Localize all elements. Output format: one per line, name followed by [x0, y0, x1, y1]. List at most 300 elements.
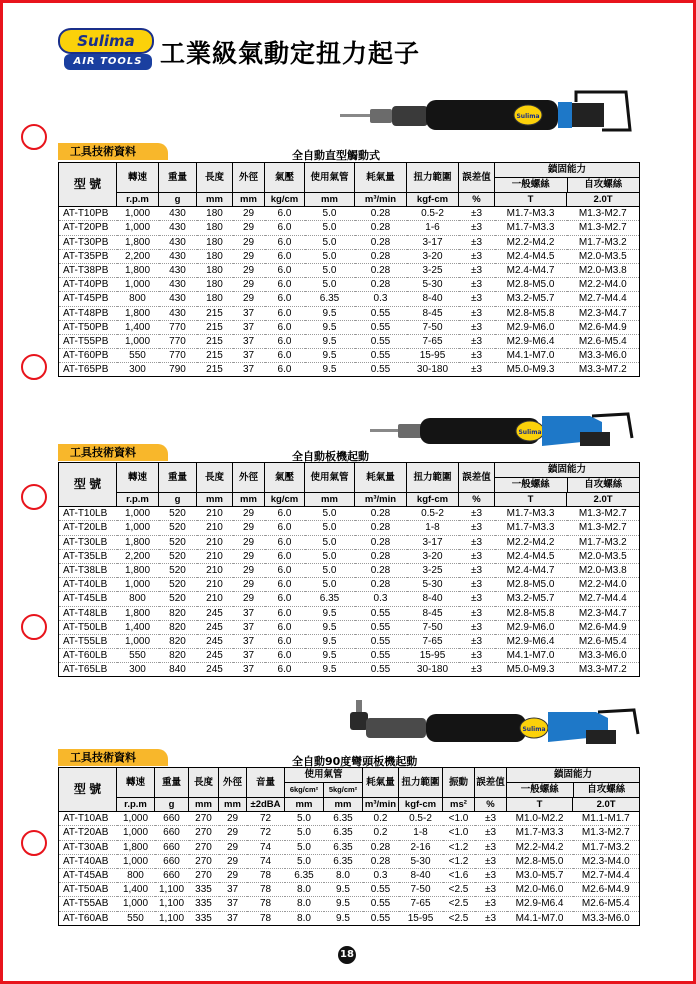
spec-cell: 5.0 — [305, 207, 355, 221]
lock-self: 自攻螺絲 — [587, 784, 626, 795]
spec-cell: 9.5 — [305, 620, 355, 634]
spec-cell: M3.3-M7.2 — [567, 663, 640, 677]
section-subtitle: 全自動90度彎頭板機起動 — [292, 755, 418, 768]
spec-cell: ±3 — [459, 292, 495, 306]
spec-cell: 770 — [159, 334, 197, 348]
spec-cell: 15-95 — [407, 649, 459, 663]
spec-cell: 6.0 — [265, 249, 305, 263]
table-row — [59, 535, 640, 549]
unit: kgf-cm — [399, 798, 443, 812]
spec-cell: ±3 — [459, 663, 495, 677]
spec-cell: 1,400 — [117, 883, 155, 897]
unit: r.p.m — [117, 193, 159, 207]
unit: r.p.m — [117, 798, 155, 812]
spec-cell: M2.6-M5.4 — [567, 634, 640, 648]
spec-cell: 74 — [247, 840, 285, 854]
spec-cell: 1,000 — [117, 521, 159, 535]
spec-cell: 6.0 — [265, 207, 305, 221]
spec-cell: ±3 — [459, 578, 495, 592]
model-cell: AT-T50AB — [59, 883, 117, 897]
table-row — [59, 207, 640, 221]
spec-cell: 72 — [247, 812, 285, 826]
model-cell: AT-T38LB — [59, 563, 117, 577]
unit: mm — [305, 493, 355, 507]
spec-cell: 0.28 — [363, 840, 399, 854]
col-air: 耗氣量 — [363, 768, 399, 798]
spec-cell: 210 — [197, 578, 233, 592]
spec-cell: 37 — [233, 620, 265, 634]
spec-cell: 1,000 — [117, 634, 159, 648]
spec-cell: 29 — [233, 535, 265, 549]
spec-cell: M1.7-M3.3 — [495, 221, 567, 235]
model-cell: AT-T45PB — [59, 292, 117, 306]
spec-cell: M1.7-M3.3 — [507, 826, 573, 840]
model-cell: AT-T38PB — [59, 263, 117, 277]
col-lock — [495, 163, 640, 193]
spec-cell: 0.55 — [355, 334, 407, 348]
spec-cell: M4.1-M7.0 — [507, 911, 573, 925]
spec-cell: ±3 — [475, 897, 507, 911]
unit: r.p.m — [117, 493, 159, 507]
table-row — [59, 249, 640, 263]
spec-cell: 0.55 — [355, 634, 407, 648]
spec-cell: 210 — [197, 549, 233, 563]
hose-5kg: 5kg/cm² — [328, 785, 358, 794]
table-row — [59, 221, 640, 235]
spec-cell: 0.28 — [355, 221, 407, 235]
spec-cell: 6.0 — [265, 578, 305, 592]
spec-cell: M2.3-M4.0 — [573, 854, 640, 868]
section-tab: 工具技術資料 — [58, 143, 168, 160]
spec-cell: 1,800 — [117, 235, 159, 249]
spec-cell: 0.3 — [355, 292, 407, 306]
spec-cell: 520 — [159, 578, 197, 592]
spec-cell: 6.0 — [265, 349, 305, 363]
model-cell: AT-T40LB — [59, 578, 117, 592]
spec-cell: 9.5 — [305, 606, 355, 620]
spec-cell: ±3 — [475, 883, 507, 897]
spec-cell: ±3 — [475, 911, 507, 925]
spec-cell: 9.5 — [305, 363, 355, 377]
spec-cell: 5.0 — [305, 249, 355, 263]
spec-cell: 0.28 — [355, 249, 407, 263]
spec-cell: 6.35 — [324, 854, 363, 868]
spec-cell: 29 — [233, 549, 265, 563]
model-cell: AT-T65PB — [59, 363, 117, 377]
spec-cell: 7-50 — [399, 883, 443, 897]
spec-cell: M2.8-M5.0 — [507, 854, 573, 868]
spec-cell: 5.0 — [305, 235, 355, 249]
spec-cell: 7-50 — [407, 620, 459, 634]
spec-cell: M1.7-M3.2 — [567, 235, 640, 249]
spec-cell: 29 — [233, 207, 265, 221]
spec-cell: M2.0-M3.8 — [567, 263, 640, 277]
spec-cell: 180 — [197, 207, 233, 221]
col-speed: 轉速 — [117, 163, 159, 193]
col-torque: 扭力範圍 — [399, 768, 443, 798]
spec-cell: 800 — [117, 292, 159, 306]
spec-cell: 37 — [233, 320, 265, 334]
tool-badge: Sulima — [518, 429, 542, 436]
lock-general: 一般螺絲 — [495, 478, 568, 492]
spec-cell: 1,400 — [117, 620, 159, 634]
spec-cell: 0.28 — [355, 535, 407, 549]
spec-cell: ±3 — [475, 840, 507, 854]
table-row — [59, 320, 640, 334]
model-cell: AT-T20LB — [59, 521, 117, 535]
unit: m³/min — [355, 193, 407, 207]
table-row — [59, 563, 640, 577]
spec-cell: 1,000 — [117, 897, 155, 911]
spec-cell: 29 — [233, 249, 265, 263]
spec-cell: 7-65 — [407, 334, 459, 348]
spec-cell: 29 — [233, 221, 265, 235]
spec-cell: 2,200 — [117, 549, 159, 563]
spec-cell: 37 — [233, 349, 265, 363]
spec-cell: 1,000 — [117, 334, 159, 348]
spec-cell: M2.2-M4.2 — [495, 535, 567, 549]
spec-cell: 210 — [197, 535, 233, 549]
spec-cell: M1.3-M2.7 — [567, 521, 640, 535]
spec-cell: 430 — [159, 292, 197, 306]
spec-cell: 520 — [159, 549, 197, 563]
spec-cell: 8-40 — [407, 592, 459, 606]
spec-cell: <2.5 — [443, 883, 475, 897]
spec-cell: 0.28 — [355, 521, 407, 535]
spec-cell: ±3 — [475, 826, 507, 840]
spec-cell: <1.0 — [443, 826, 475, 840]
tool-badge: Sulima — [522, 726, 546, 733]
spec-table-angle — [58, 767, 640, 926]
spec-cell: 29 — [233, 592, 265, 606]
model-cell: AT-T30AB — [59, 840, 117, 854]
spec-cell: 37 — [233, 663, 265, 677]
spec-cell: M2.2-M4.2 — [507, 840, 573, 854]
spec-cell: M2.9-M6.0 — [495, 620, 567, 634]
spec-cell: ±3 — [459, 606, 495, 620]
spec-cell: M2.9-M6.4 — [495, 634, 567, 648]
spec-cell: M2.7-M4.4 — [573, 868, 640, 882]
spec-cell: M1.7-M3.3 — [495, 207, 567, 221]
spec-cell: 3-17 — [407, 235, 459, 249]
hose-group-label: 使用氣管 — [285, 768, 362, 783]
spec-cell: 0.28 — [355, 278, 407, 292]
spec-cell: 78 — [247, 897, 285, 911]
col-lock — [507, 768, 640, 798]
spec-cell: ±3 — [459, 306, 495, 320]
spec-cell: 5.0 — [285, 854, 324, 868]
table-row — [59, 854, 640, 868]
spec-cell: 3-20 — [407, 549, 459, 563]
spec-cell: 0.55 — [363, 911, 399, 925]
spec-cell: M3.2-M5.7 — [495, 292, 567, 306]
spec-cell: 78 — [247, 883, 285, 897]
spec-cell: 3-25 — [407, 563, 459, 577]
spec-cell: 6.0 — [265, 263, 305, 277]
spec-cell: 15-95 — [407, 349, 459, 363]
model-cell: AT-T60LB — [59, 649, 117, 663]
spec-cell: 8.0 — [285, 883, 324, 897]
spec-cell: 8-45 — [407, 606, 459, 620]
spec-cell: 1,800 — [117, 840, 155, 854]
spec-cell: M1.7-M3.2 — [567, 535, 640, 549]
spec-cell: ±3 — [459, 363, 495, 377]
spec-cell: 1,400 — [117, 320, 159, 334]
spec-cell: 180 — [197, 221, 233, 235]
spec-cell: M2.6-M4.9 — [567, 620, 640, 634]
spec-cell: 1,100 — [155, 897, 189, 911]
spec-cell: M2.0-M3.8 — [567, 563, 640, 577]
spec-cell: M1.7-M3.3 — [495, 507, 567, 521]
spec-cell: 800 — [117, 592, 159, 606]
table-row — [59, 868, 640, 882]
spec-cell: 6.0 — [265, 221, 305, 235]
spec-cell: 0.55 — [363, 883, 399, 897]
col-hose: 使用氣管 — [305, 463, 355, 493]
spec-cell: 6.0 — [265, 563, 305, 577]
spec-cell: 800 — [117, 868, 155, 882]
spec-cell: 29 — [219, 868, 247, 882]
spec-cell: 8.0 — [285, 911, 324, 925]
spec-cell: 1,800 — [117, 306, 159, 320]
model-cell: AT-T35PB — [59, 249, 117, 263]
spec-cell: M2.4-M4.7 — [495, 563, 567, 577]
logo-brand: Sulima — [58, 28, 154, 54]
spec-cell: 0.5-2 — [407, 507, 459, 521]
model-cell: AT-T35LB — [59, 549, 117, 563]
spec-cell: 6.35 — [285, 868, 324, 882]
spec-cell: ±3 — [459, 235, 495, 249]
spec-cell: 180 — [197, 263, 233, 277]
spec-cell: 29 — [219, 840, 247, 854]
lock-general: 一般螺絲 — [507, 783, 574, 797]
unit: T — [507, 798, 573, 812]
spec-cell: 1,100 — [155, 883, 189, 897]
spec-cell: 300 — [117, 363, 159, 377]
spec-cell: 0.28 — [355, 207, 407, 221]
spec-cell: 1-6 — [407, 221, 459, 235]
col-weight: 重量 — [159, 163, 197, 193]
table-row — [59, 292, 640, 306]
model-cell: AT-T20PB — [59, 221, 117, 235]
col-model: 型 號 — [59, 163, 117, 207]
spec-cell: <1.2 — [443, 854, 475, 868]
spec-cell: 550 — [117, 649, 159, 663]
spec-cell: 0.2 — [363, 812, 399, 826]
col-noise: 音量 — [247, 768, 285, 798]
spec-cell: ±3 — [459, 507, 495, 521]
spec-cell: ±3 — [459, 563, 495, 577]
col-torque: 扭力範圍 — [407, 163, 459, 193]
spec-cell: 5.0 — [305, 535, 355, 549]
spec-cell: 0.28 — [355, 563, 407, 577]
unit: m³/min — [363, 798, 399, 812]
unit: 2.0T — [567, 493, 640, 507]
spec-cell: 660 — [155, 854, 189, 868]
spec-cell: 5-30 — [407, 578, 459, 592]
table-row — [59, 663, 640, 677]
spec-cell: 520 — [159, 507, 197, 521]
model-cell: AT-T45LB — [59, 592, 117, 606]
spec-cell: 0.55 — [355, 320, 407, 334]
spec-cell: 6.0 — [265, 663, 305, 677]
spec-cell: 6.0 — [265, 606, 305, 620]
table-row — [59, 521, 640, 535]
table-row — [59, 507, 640, 521]
spec-cell: 5.0 — [305, 578, 355, 592]
spec-cell: M1.3-M2.7 — [573, 826, 640, 840]
col-speed: 轉速 — [117, 768, 155, 798]
tool-badge: Sulima — [516, 113, 540, 120]
col-torque: 扭力範圍 — [407, 463, 459, 493]
spec-cell: M2.3-M4.7 — [567, 606, 640, 620]
spec-cell: 430 — [159, 249, 197, 263]
spec-cell: 0.3 — [363, 868, 399, 882]
model-cell: AT-T10LB — [59, 507, 117, 521]
spec-cell: M2.6-M5.4 — [567, 334, 640, 348]
straight-screwdriver-image — [340, 90, 640, 140]
spec-cell: 37 — [233, 634, 265, 648]
spec-cell: ±3 — [459, 221, 495, 235]
spec-cell: 29 — [219, 854, 247, 868]
spec-cell: M2.8-M5.8 — [495, 306, 567, 320]
spec-cell: 660 — [155, 812, 189, 826]
spec-cell: M5.0-M9.3 — [495, 363, 567, 377]
spec-cell: 37 — [219, 883, 247, 897]
spec-cell: 6.35 — [305, 592, 355, 606]
binder-hole — [21, 484, 47, 510]
lock-label: 鎖固能力 — [495, 163, 639, 178]
table-row — [59, 883, 640, 897]
spec-cell: M2.4-M4.5 — [495, 549, 567, 563]
spec-cell: M2.7-M4.4 — [567, 292, 640, 306]
model-cell: AT-T55PB — [59, 334, 117, 348]
spec-cell: 9.5 — [324, 883, 363, 897]
spec-cell: 9.5 — [305, 663, 355, 677]
spec-cell: 37 — [233, 606, 265, 620]
col-weight: 重量 — [159, 463, 197, 493]
col-hose: 使用氣管 — [305, 163, 355, 193]
spec-cell: 6.35 — [305, 292, 355, 306]
spec-cell: 0.55 — [355, 649, 407, 663]
spec-cell: 660 — [155, 840, 189, 854]
spec-cell: 5.0 — [285, 812, 324, 826]
unit: mm — [285, 798, 324, 812]
spec-cell: ±3 — [459, 320, 495, 334]
spec-cell: 245 — [197, 620, 233, 634]
spec-cell: 270 — [189, 854, 219, 868]
model-cell: AT-T65LB — [59, 663, 117, 677]
spec-cell: M1.7-M3.2 — [573, 840, 640, 854]
spec-cell: 29 — [233, 278, 265, 292]
spec-cell: 245 — [197, 606, 233, 620]
spec-cell: 6.0 — [265, 649, 305, 663]
spec-cell: 9.5 — [305, 320, 355, 334]
spec-cell: 29 — [219, 826, 247, 840]
binder-hole — [21, 614, 47, 640]
model-cell: AT-T55LB — [59, 634, 117, 648]
col-air: 耗氣量 — [355, 163, 407, 193]
spec-cell: 270 — [189, 812, 219, 826]
spec-cell: 430 — [159, 235, 197, 249]
spec-cell: 1,800 — [117, 535, 159, 549]
spec-cell: 180 — [197, 249, 233, 263]
spec-cell: 245 — [197, 649, 233, 663]
spec-cell: 0.5-2 — [399, 812, 443, 826]
spec-cell: 5.0 — [305, 521, 355, 535]
spec-cell: 180 — [197, 278, 233, 292]
spec-cell: M2.2-M4.0 — [567, 278, 640, 292]
col-diameter: 外徑 — [233, 163, 265, 193]
spec-cell: <1.2 — [443, 840, 475, 854]
table-row — [59, 606, 640, 620]
spec-cell: 215 — [197, 349, 233, 363]
model-cell: AT-T10AB — [59, 812, 117, 826]
spec-cell: 7-65 — [399, 897, 443, 911]
spec-cell: 8-40 — [399, 868, 443, 882]
model-cell: AT-T50PB — [59, 320, 117, 334]
spec-cell: 0.28 — [355, 507, 407, 521]
spec-cell: 430 — [159, 278, 197, 292]
table-row — [59, 911, 640, 925]
lock-label: 鎖固能力 — [507, 768, 639, 783]
spec-cell: 270 — [189, 868, 219, 882]
spec-cell: 245 — [197, 634, 233, 648]
spec-cell: 6.35 — [324, 826, 363, 840]
spec-cell: 790 — [159, 363, 197, 377]
spec-cell: 660 — [155, 868, 189, 882]
spec-cell: 8-45 — [407, 306, 459, 320]
spec-cell: 74 — [247, 854, 285, 868]
spec-cell: 9.5 — [305, 649, 355, 663]
spec-cell: 8.0 — [285, 897, 324, 911]
spec-cell: 1,000 — [117, 278, 159, 292]
spec-cell: 6.0 — [265, 334, 305, 348]
spec-cell: 9.5 — [324, 911, 363, 925]
table-row — [59, 620, 640, 634]
col-diameter: 外徑 — [233, 463, 265, 493]
spec-cell: ±3 — [459, 634, 495, 648]
spec-cell: ±3 — [459, 592, 495, 606]
spec-cell: ±3 — [459, 278, 495, 292]
spec-cell: 0.55 — [355, 306, 407, 320]
col-tolerance: 誤差值 — [459, 163, 495, 193]
lock-self: 自攻螺絲 — [584, 179, 623, 190]
spec-cell: M1.3-M2.7 — [567, 207, 640, 221]
spec-cell: 180 — [197, 235, 233, 249]
table-row — [59, 592, 640, 606]
col-air: 耗氣量 — [355, 463, 407, 493]
spec-table-pistol — [58, 462, 640, 677]
model-cell: AT-T60PB — [59, 349, 117, 363]
spec-cell: 0.55 — [355, 663, 407, 677]
col-weight: 重量 — [155, 768, 189, 798]
table-row — [59, 840, 640, 854]
col-vibration: 振動 — [443, 768, 475, 798]
spec-cell: 6.0 — [265, 363, 305, 377]
spec-cell: 5.0 — [305, 507, 355, 521]
model-cell: AT-T50LB — [59, 620, 117, 634]
unit: T — [495, 493, 567, 507]
spec-cell: 6.0 — [265, 620, 305, 634]
unit: T — [495, 193, 567, 207]
table-row — [59, 334, 640, 348]
spec-cell: 1,800 — [117, 263, 159, 277]
spec-cell: 0.3 — [355, 592, 407, 606]
angle-screwdriver-image — [346, 700, 646, 760]
spec-cell: 215 — [197, 306, 233, 320]
spec-cell: 29 — [219, 812, 247, 826]
